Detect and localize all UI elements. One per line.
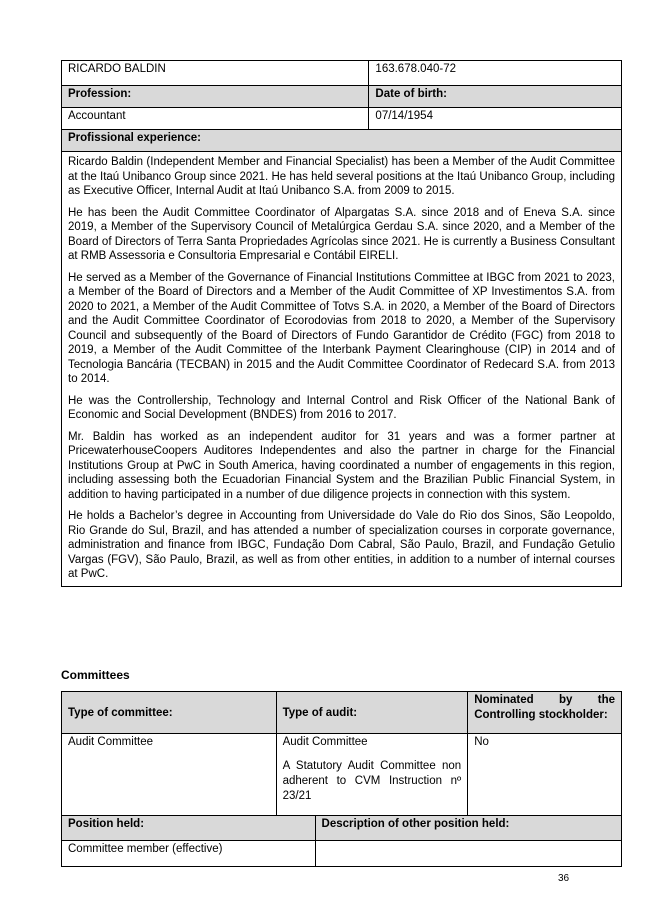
experience-header-row bbox=[62, 130, 622, 152]
audit-type-value: Audit Committee bbox=[282, 736, 368, 748]
committee-type-value: Audit Committee bbox=[62, 734, 277, 816]
committees-value-row bbox=[62, 734, 622, 816]
committees-header-row bbox=[62, 692, 622, 734]
page-number: 36 bbox=[558, 873, 570, 884]
person-id-number: 163.678.040-72 bbox=[369, 61, 622, 86]
nominated-value: No bbox=[468, 734, 622, 816]
personal-info-table bbox=[61, 60, 622, 587]
experience-paragraph-1: Ricardo Baldin (Independent Member and Financial Specialist) has been a Member of the Audit Committee at the Itaú Unibanco Group since 2021. He has held several positions at the Itaú Unibanco Group, including as Executive Officer, Internal Audit at Itaú Unibanco S.A. from 2009 to 2015. bbox=[68, 156, 615, 197]
experience-paragraph-3: He served as a Member of the Governance of Financial Institutions Committee at IBGC from 2021 to 2023, a Member of the Board of Directors and a Member of the Audit Committee of XP Investimentos S.A. from 2020 to 2021, a Member of the Audit Committee of Totvs S.A. in 2020, a Member of the Board of Directors and the Audit Committee Coordinator of Ecorodovias from 2018 to 2020, a Member of the Supervisory Council and subsequently of the Board of Directors of Fundo Garantidor de Crédito (FGC) from 2018 to 2019, a Member of the Audit Committee of the Interbank Payment Clearinghouse (CIP) in 2014 and of Tecnologia Bancária (TECBAN) in 2015 and the Audit Committee Coordinator of Redecard S.A. from 2013 to 2014. bbox=[68, 271, 615, 385]
experience-paragraph-6: He holds a Bachelor’s degree in Accounting from Universidade do Vale do Rio dos Sinos, São Leopoldo, Rio Grande do Sul, Brazil, and has attended a number of specialization courses in corporate governance, administration and finance from IBGC, Fundação Dom Cabral, São Paulo, Brazil, and Fundação Getulio Vargas (FGV), São Paulo, Brazil, as well as from other entities, in addition to a number of internal courses at PwC. bbox=[68, 510, 615, 580]
audit-type-cell bbox=[276, 734, 468, 816]
birth-label: Date of birth: bbox=[369, 86, 622, 108]
committees-table bbox=[61, 691, 622, 816]
person-name: RICARDO BALDIN bbox=[62, 61, 369, 86]
experience-body bbox=[62, 152, 622, 587]
other-position-label: Description of other position held: bbox=[315, 816, 621, 841]
nominated-label: Nominated by the Controlling stockholder: bbox=[468, 692, 622, 734]
profession-label: Profession: bbox=[62, 86, 369, 108]
experience-label: Profissional experience: bbox=[62, 130, 622, 152]
position-value: Committee member (effective) bbox=[62, 841, 316, 867]
committee-type-label: Type of committee: bbox=[62, 692, 277, 734]
audit-type-description: A Statutory Audit Committee non adherent to CVM Instruction nº 23/21 bbox=[282, 760, 462, 802]
profession-value-row bbox=[62, 108, 622, 130]
experience-body-row bbox=[62, 152, 622, 587]
audit-type-label: Type of audit: bbox=[276, 692, 468, 734]
profession-value: Accountant bbox=[62, 108, 369, 130]
other-position-value bbox=[315, 841, 621, 867]
position-table bbox=[61, 815, 622, 867]
position-label: Position held: bbox=[62, 816, 316, 841]
position-header-row bbox=[62, 816, 622, 841]
birth-value: 07/14/1954 bbox=[369, 108, 622, 130]
committees-heading: Committees bbox=[61, 668, 130, 682]
position-value-row bbox=[62, 841, 622, 867]
experience-paragraph-4: He was the Controllership, Technology and Internal Control and Risk Officer of the National Bank of Economic and Social Development (BNDES) from 2016 to 2017. bbox=[68, 394, 615, 421]
name-row bbox=[62, 61, 622, 86]
experience-paragraph-5: Mr. Baldin has worked as an independent auditor for 31 years and was a former partner at PricewaterhouseCoopers Auditores Independentes and also the partner in charge for the Financial Institutions Group at PwC in South America, having coordinated a number of engagements in this region, including assessing both the Ecuadorian Financial System and the Brazilian Public Financial System, in addition to having participated in a number of due diligence projects in connection with this system. bbox=[68, 430, 615, 501]
experience-paragraph-2: He has been the Audit Committee Coordinator of Alpargatas S.A. since 2018 and of Eneva S.A. since 2019, a Member of the Supervisory Council of Metalúrgica Gerdau S.A. since 2020, and a Member of the Board of Directors of Terra Santa Propriedades Agrícolas since 2021. He is currently a Business Consultant at RMB Assessoria e Consultoria Empresarial e Contábil EIRELI. bbox=[68, 206, 615, 262]
profession-header-row bbox=[62, 86, 622, 108]
